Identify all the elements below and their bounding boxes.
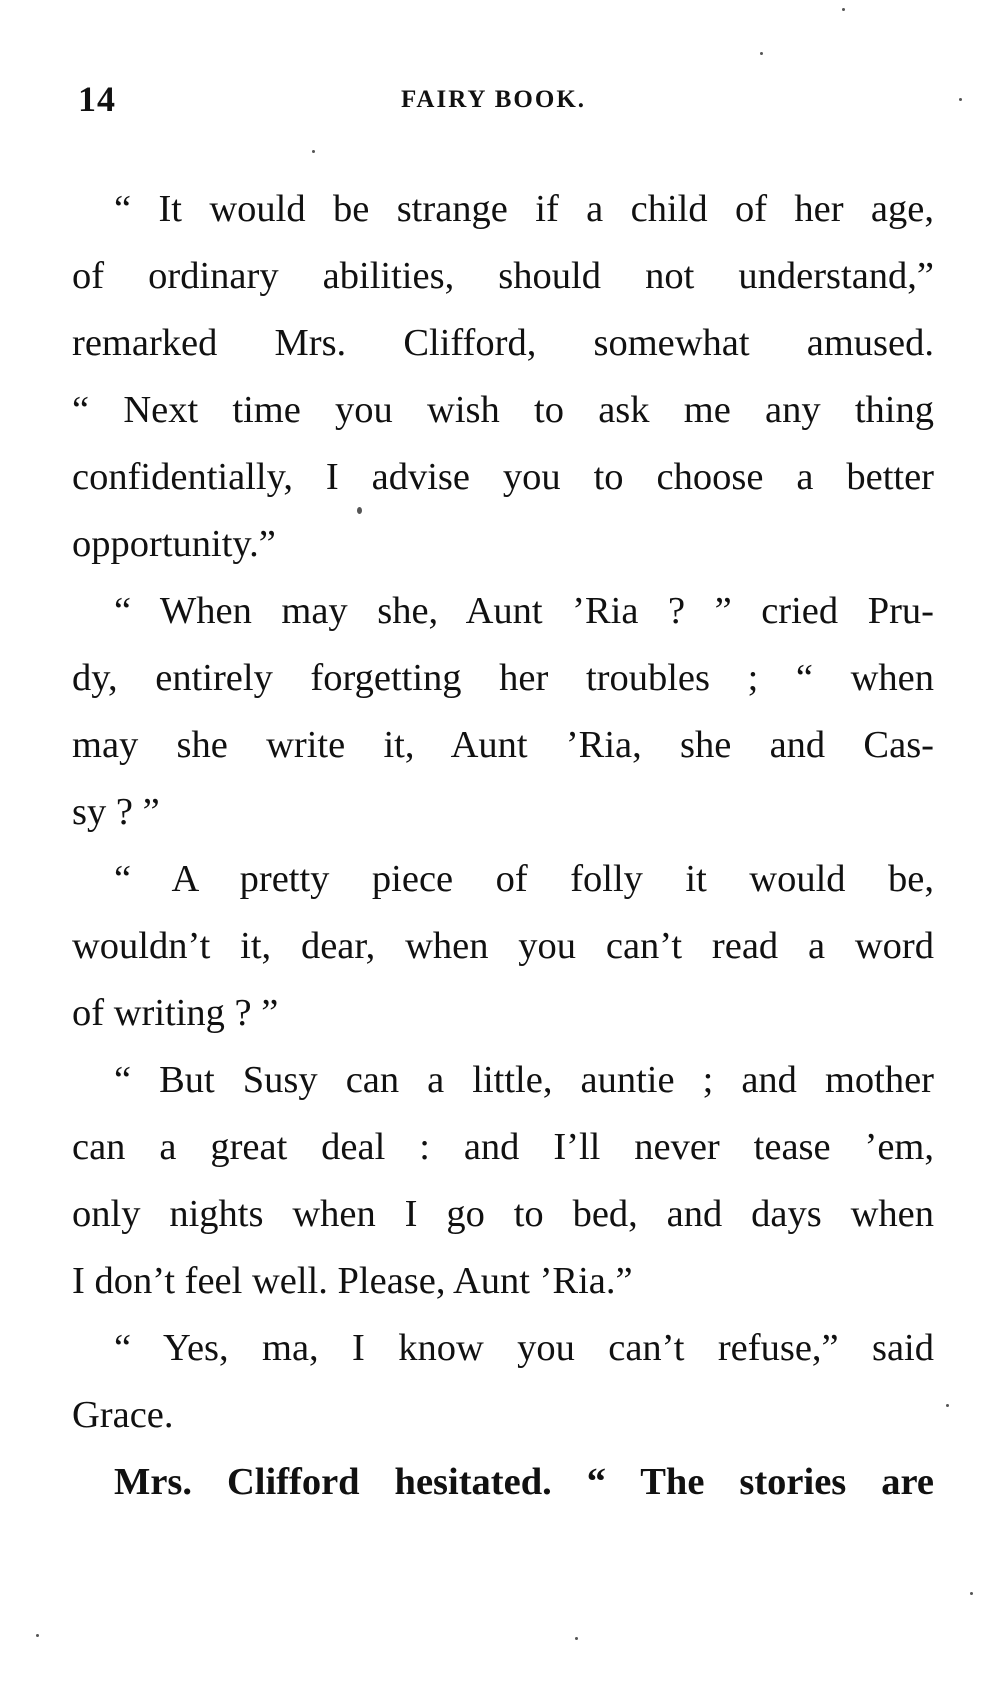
text-line: confidentially, I advise you to choose a better — [72, 456, 934, 498]
text-line: “ Next time you wish to ask me any thing — [72, 389, 934, 431]
page-number: 14 — [78, 79, 116, 119]
text-line: Grace. — [72, 1394, 174, 1436]
text-line: I don’t feel well. Please, Aunt ’Ria.” — [72, 1260, 633, 1302]
text-line: only nights when I go to bed, and days when — [72, 1193, 934, 1235]
text-line: opportunity.” — [72, 523, 276, 565]
text-line: of writing ? ” — [72, 992, 279, 1034]
text-line: remarked Mrs. Clifford, somewhat amused. — [72, 322, 934, 364]
scan-speck — [842, 8, 845, 11]
scan-speck — [312, 150, 315, 153]
text-line: “ A pretty piece of folly it would be, — [114, 858, 934, 900]
text-line: “ It would be strange if a child of her age, — [114, 188, 934, 230]
text-line: “ When may she, Aunt ’Ria ? ” cried Pru- — [114, 590, 934, 632]
scan-speck — [36, 1634, 39, 1637]
scan-speck — [760, 52, 763, 55]
running-title: FAIRY BOOK. — [401, 86, 587, 113]
scan-speck — [959, 98, 962, 101]
body-text — [72, 176, 934, 1516]
text-line: “ But Susy can a little, auntie ; and mother — [114, 1059, 934, 1101]
text-line: sy ? ” — [72, 791, 160, 833]
text-line: “ Yes, ma, I know you can’t refuse,” said — [114, 1327, 934, 1369]
page-header — [78, 78, 928, 128]
text-line: may she write it, Aunt ’Ria, she and Cas- — [72, 724, 934, 766]
text-line: can a great deal : and I’ll never tease ’em, — [72, 1126, 934, 1168]
text-line: wouldn’t it, dear, when you can’t read a word — [72, 925, 934, 967]
scan-speck — [357, 507, 362, 514]
scan-speck — [970, 1592, 973, 1595]
scan-speck — [946, 1404, 949, 1407]
scan-speck — [575, 1637, 578, 1640]
text-line: dy, entirely forgetting her troubles ; “ when — [72, 657, 934, 699]
text-line: of ordinary abilities, should not understand,” — [72, 255, 934, 297]
text-line: Mrs. Clifford hesitated. “ The stories are — [114, 1461, 934, 1503]
